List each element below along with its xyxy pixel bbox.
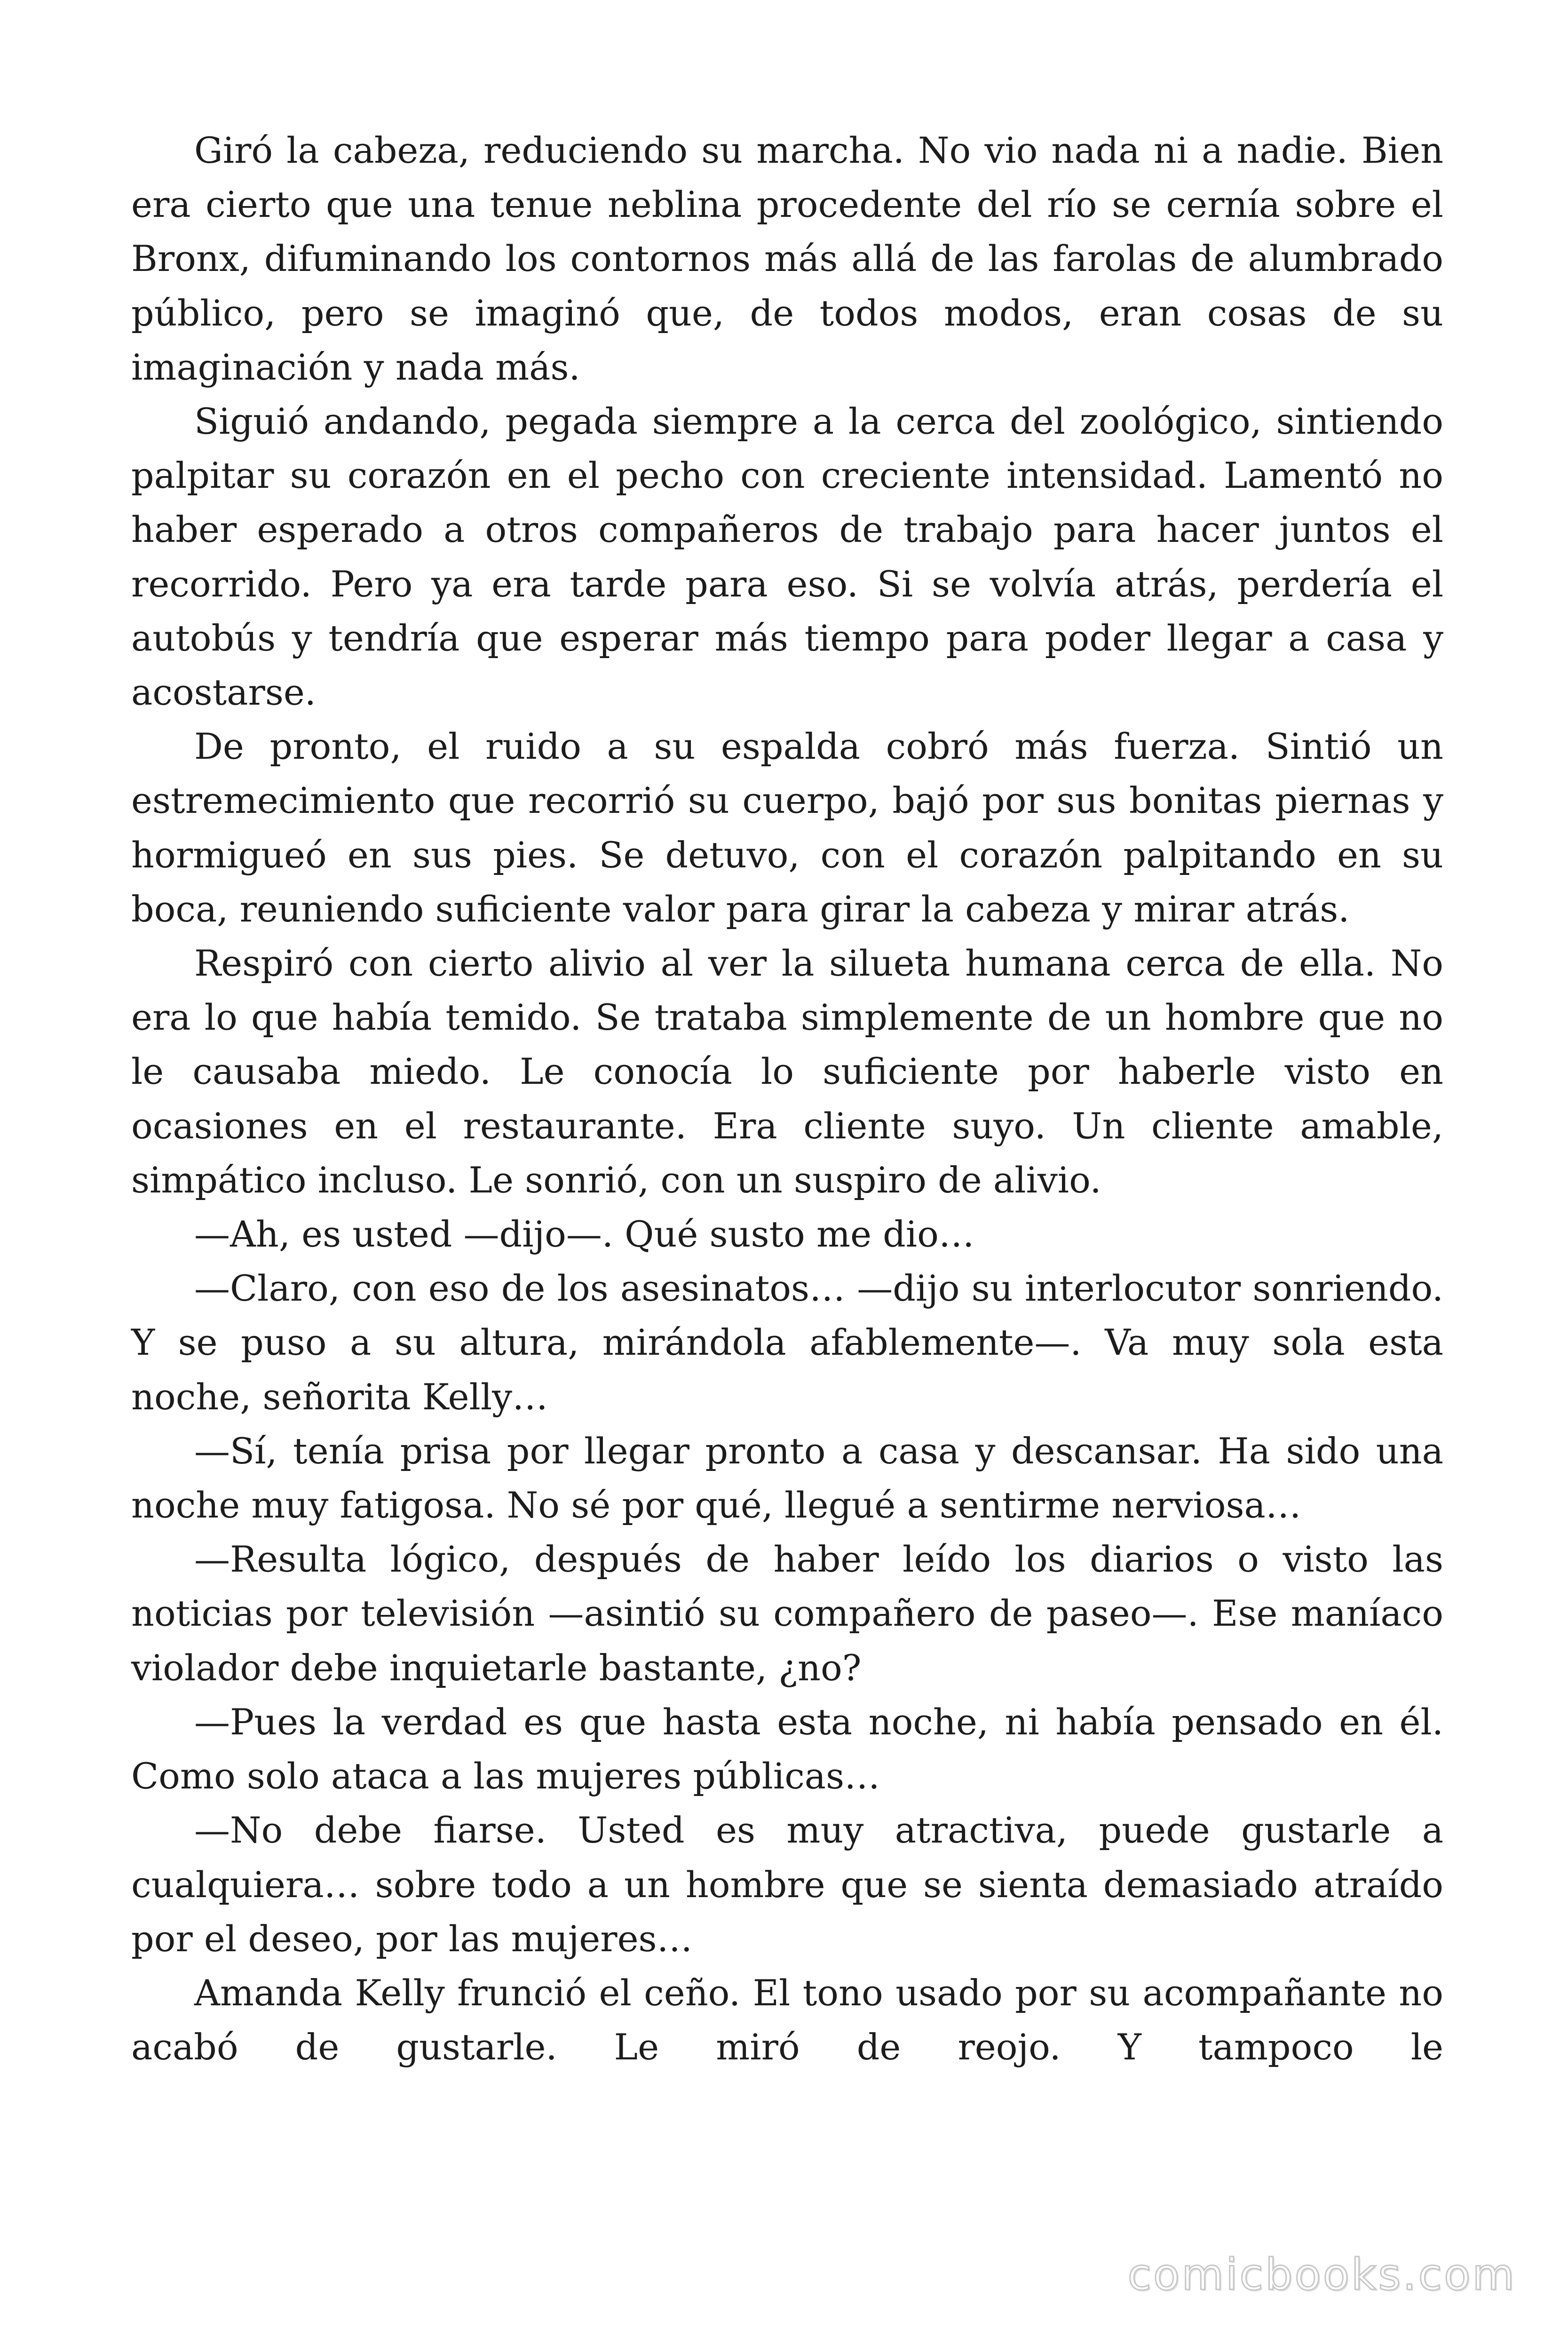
watermark: comicbooks.com (1127, 2249, 1516, 2300)
paragraph: De pronto, el ruido a su espalda cobró más fuerza. Sintió un estremecimiento que recorrió su cuerpo, bajó por sus bonitas piernas y hormigueó en sus pies. Se detuvo, con el corazón palpitando en su boca, reuniendo suficiente valor para girar la cabeza y mirar atrás. (131, 725, 1443, 930)
paragraph: Giró la cabeza, reduciendo su marcha. No vio nada ni a nadie. Bien era cierto que una tenue neblina procedente del río se cernía sobre el Bronx, difuminando los contornos más allá de las farolas de alumbrado público, pero se imaginó que, de todos modos, eran cosas de su imaginación y nada más. (131, 129, 1443, 388)
body-text (131, 123, 1443, 2074)
paragraph: —Claro, con eso de los asesinatos… —dijo su interlocutor sonriendo. Y se puso a su altura, mirándola afablemente—. Va muy sola esta noche, señorita Kelly… (131, 1267, 1443, 1418)
paragraph-continued: Amanda Kelly frunció el ceño. El tono usado por su acompañante no acabó de gustarle. Le miró de reojo. Y tampoco le (131, 1971, 1443, 2068)
paragraph: —No debe fiarse. Usted es muy atractiva, puede gustarle a cualquiera… sobre todo a un hombre que se sienta demasiado atraído por el deseo, por las mujeres… (131, 1809, 1443, 1960)
paragraph: —Ah, es usted —dijo—. Qué susto me dio… (194, 1213, 974, 1255)
paragraph: —Pues la verdad es que hasta esta noche, ni había pensado en él. Como solo ataca a las mujeres públicas… (131, 1700, 1443, 1797)
paragraph: —Sí, tenía prisa por llegar pronto a casa y descansar. Ha sido una noche muy fatigosa. No sé por qué, llegué a sentirme nerviosa… (131, 1430, 1443, 1526)
paragraph: Respiró con cierto alivio al ver la silueta humana cerca de ella. No era lo que había temido. Se trataba simplemente de un hombre que no le causaba miedo. Le conocía lo suficiente por haberle visto en ocasiones en el restaurante. Era cliente suyo. Un cliente amable, simpático incluso. Le sonrió, con un suspiro de alivio. (131, 942, 1443, 1201)
paragraph: —Resulta lógico, después de haber leído los diarios o visto las noticias por televisión —asintió su compañero de paseo—. Ese maníaco violador debe inquietarle bastante, ¿no? (131, 1538, 1443, 1689)
paragraph: Siguió andando, pegada siempre a la cerca del zoológico, sintiendo palpitar su corazón en el pecho con creciente intensidad. Lamentó no haber esperado a otros compañeros de trabajo para hacer juntos el recorrido. Pero ya era tarde para eso. Si se volvía atrás, perdería el autobús y tendría que esperar más tiempo para poder llegar a casa y acostarse. (131, 400, 1443, 714)
